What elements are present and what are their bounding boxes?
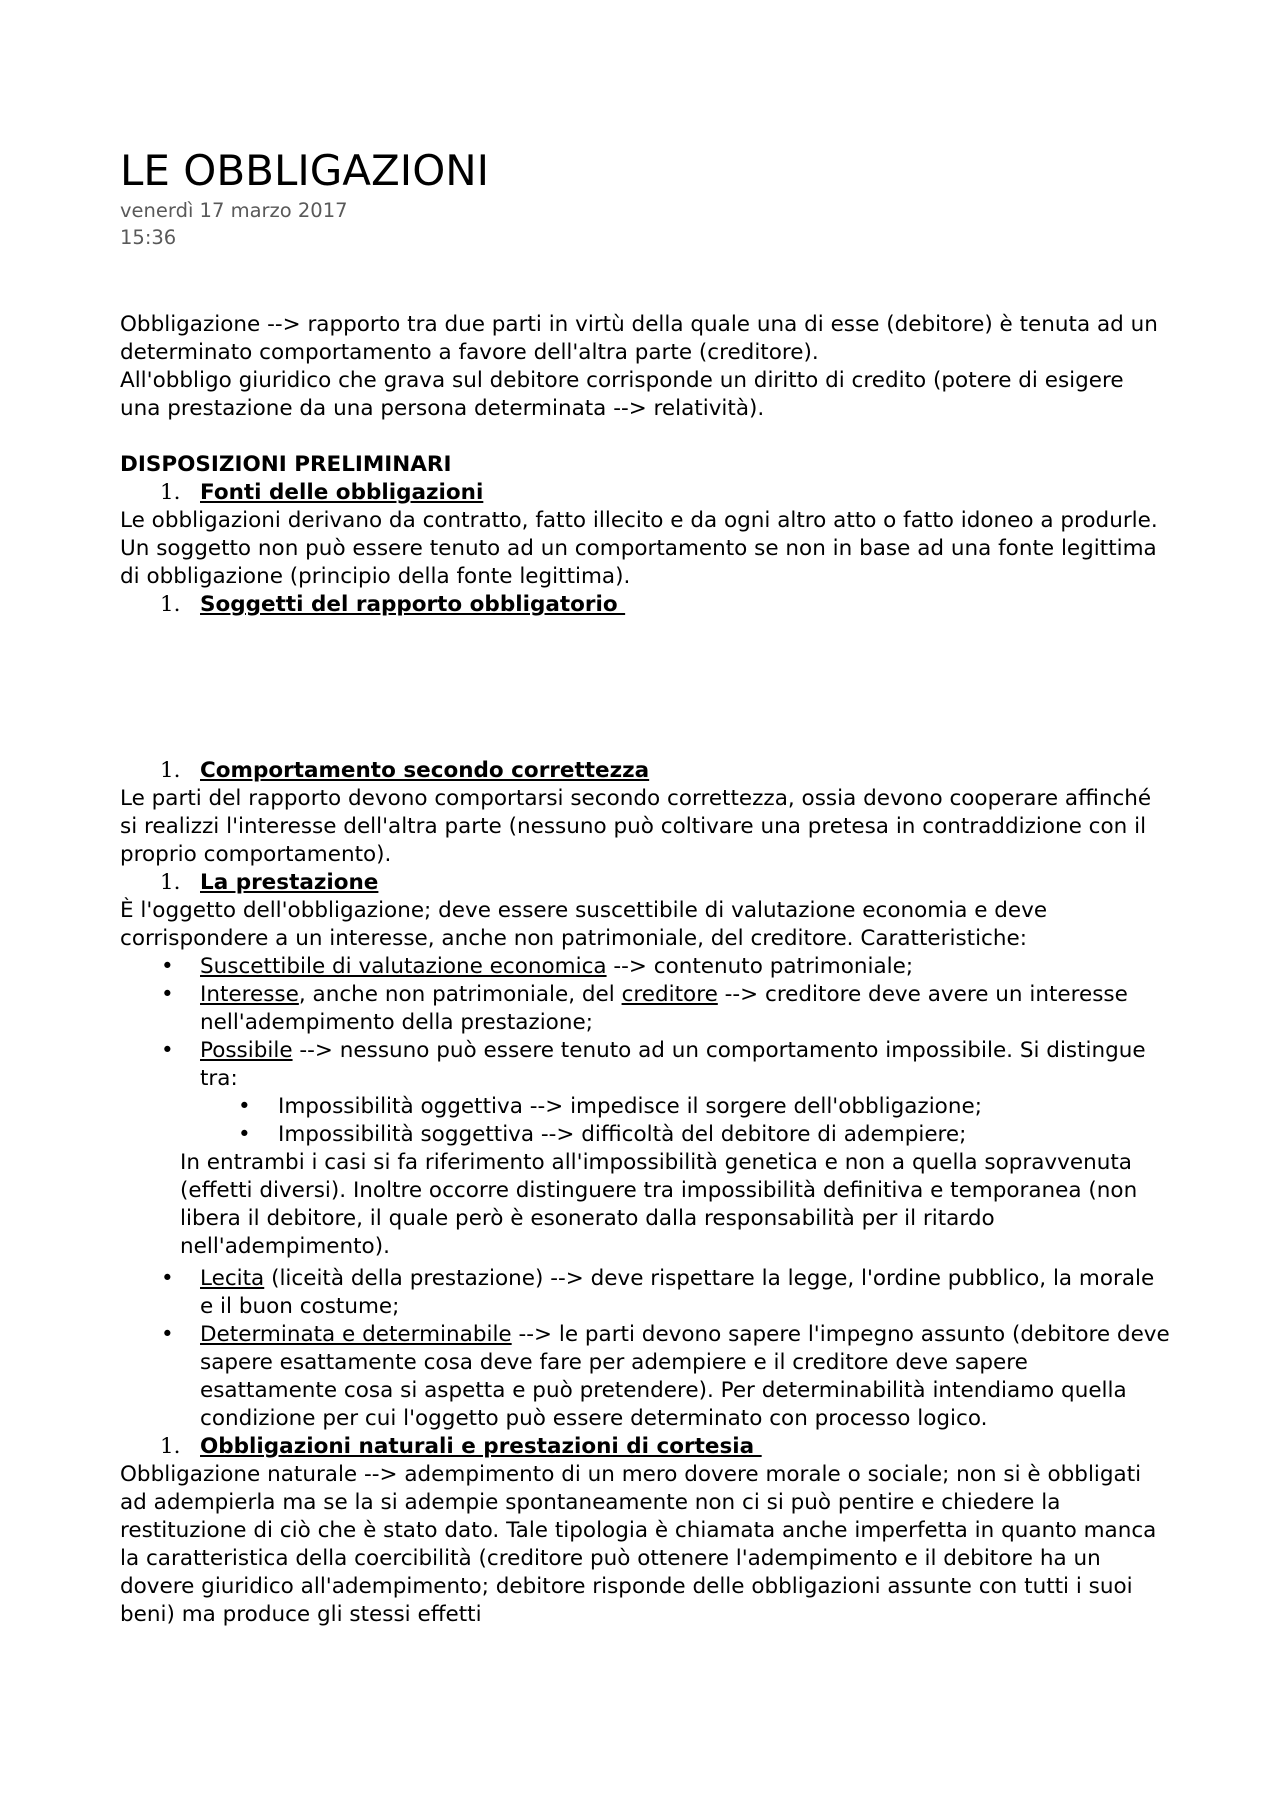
heading-comportamento-label: Comportamento secondo correttezza xyxy=(200,758,650,783)
list-item-lecita xyxy=(120,1265,1170,1321)
term-interesse: Interesse xyxy=(200,982,299,1007)
list-item-text: (liceità della prestazione) --> deve rispettare la legge, l'ordine pubblico, la morale e il buon costume; xyxy=(200,1266,1155,1319)
list-number: 1. xyxy=(160,870,181,895)
list-item-text: --> creditore deve avere un interesse nell'adempimento della prestazione; xyxy=(200,982,1128,1035)
sub-list-item-text: Impossibilità soggettiva --> difficoltà del debitore di adempiere; xyxy=(278,1122,967,1147)
bullet-marker: • xyxy=(161,954,174,979)
numbered-heading-comportamento xyxy=(120,757,1170,785)
bullet-marker: • xyxy=(161,982,174,1007)
paragraph-naturali: Obbligazione naturale --> adempimento di un mero dovere morale o sociale; non si è obbligati ad adempierla ma se la si adempie spontaneamente non ci si può pentire e chiedere la restituzione di ciò che è stato dato. Tale tipologia è chiamata anche imperfetta in quanto manca la caratteristica della coercibilità (creditore può ottenere l'adempimento e il debitore ha un dovere giuridico all'adempimento; debitore risponde delle obbligazioni assunte con tutti i suoi beni) ma produce gli stessi effetti xyxy=(120,1462,1157,1627)
term-determinata: Determinata e determinabile xyxy=(200,1322,512,1347)
numbered-heading-prestazione xyxy=(120,869,1170,897)
list-item-determinata xyxy=(120,1321,1170,1433)
sub-list-item-text: Impossibilità oggettiva --> impedisce il sorgere dell'obbligazione; xyxy=(278,1094,982,1119)
bullet-marker: • xyxy=(238,1094,251,1119)
bullet-marker: • xyxy=(161,1266,174,1291)
note-date: venerdì 17 marzo 2017 xyxy=(120,199,348,222)
numbered-heading-naturali xyxy=(120,1433,1170,1461)
intro-paragraph-2: All'obbligo giuridico che grava sul debitore corrisponde un diritto di credito (potere di esigere una prestazione da una persona determinata --> relatività). xyxy=(120,368,1124,421)
paragraph-impossibilita: In entrambi i casi si fa riferimento all'impossibilità genetica e non a quella sopravvenuta (effetti diversi). Inoltre occorre distinguere tra impossibilità definitiva e temporanea (non libera il debitore, il quale però è esonerato dalla responsabilità per il ritardo nell'adempimento). xyxy=(180,1150,1138,1259)
term-creditore: creditore xyxy=(621,982,718,1007)
list-item-text: --> contenuto patrimoniale; xyxy=(606,954,914,979)
list-number: 1. xyxy=(160,758,181,783)
list-item-text: --> nessuno può essere tenuto ad un comportamento impossibile. Si distingue tra: xyxy=(200,1038,1146,1091)
heading-prestazione-label: La prestazione xyxy=(200,870,379,895)
bullet-marker: • xyxy=(161,1322,174,1347)
sub-list-item-oggettiva xyxy=(120,1093,1170,1121)
page-title: LE OBBLIGAZIONI xyxy=(120,146,490,195)
sub-list-item-soggettiva xyxy=(120,1121,1170,1149)
list-item-possibile xyxy=(120,1037,1170,1093)
heading-soggetti-label: Soggetti del rapporto obbligatorio xyxy=(200,592,626,617)
term-suscettibile: Suscettibile di valutazione economica xyxy=(200,954,607,979)
intro-block xyxy=(120,311,1170,423)
numbered-heading-fonti xyxy=(120,479,1170,507)
bullet-marker: • xyxy=(238,1122,251,1147)
list-item-text: --> le parti devono sapere l'impegno assunto (debitore deve sapere esattamente cosa deve fare per adempiere e il creditore deve sapere esattamente cosa si aspetta e può pretendere). Per determinabilità intendiamo quella condizione per cui l'oggetto può essere determinato con processo logico. xyxy=(200,1322,1170,1431)
list-item-interesse xyxy=(120,981,1170,1037)
paragraph-comportamento: Le parti del rapporto devono comportarsi secondo correttezza, ossia devono cooperare affinché si realizzi l'interesse dell'altra parte (nessuno può coltivare una pretesa in contraddizione con il proprio comportamento). xyxy=(120,786,1152,867)
list-number: 1. xyxy=(160,480,181,505)
numbered-heading-soggetti xyxy=(120,591,1170,619)
bullet-marker: • xyxy=(161,1038,174,1063)
section-heading: DISPOSIZIONI PRELIMINARI xyxy=(120,452,452,477)
paragraph-prestazione: È l'oggetto dell'obbligazione; deve essere suscettibile di valutazione economia e deve corrispondere a un interesse, anche non patrimoniale, del creditore. Caratteristiche: xyxy=(120,898,1048,951)
intro-paragraph-1: Obbligazione --> rapporto tra due parti in virtù della quale una di esse (debitore) è tenuta ad un determinato comportamento a favore dell'altra parte (creditore). xyxy=(120,312,1158,365)
list-number: 1. xyxy=(160,592,181,617)
paragraph-fonti: Le obbligazioni derivano da contratto, fatto illecito e da ogni altro atto o fatto idoneo a produrle. Un soggetto non può essere tenuto ad un comportamento se non in base ad una fonte legittima di obbligazione (principio della fonte legittima). xyxy=(120,508,1158,589)
heading-naturali-label: Obbligazioni naturali e prestazioni di cortesia xyxy=(200,1434,762,1459)
note-time: 15:36 xyxy=(120,226,177,249)
note-page xyxy=(120,145,1170,1629)
list-item-suscettibile xyxy=(120,953,1170,981)
empty-space xyxy=(120,619,1170,757)
term-possibile: Possibile xyxy=(200,1038,293,1063)
list-item-text: , anche non patrimoniale, del xyxy=(298,982,622,1007)
term-lecita: Lecita xyxy=(200,1266,265,1291)
list-number: 1. xyxy=(160,1434,181,1459)
heading-fonti-label: Fonti delle obbligazioni xyxy=(200,480,484,505)
